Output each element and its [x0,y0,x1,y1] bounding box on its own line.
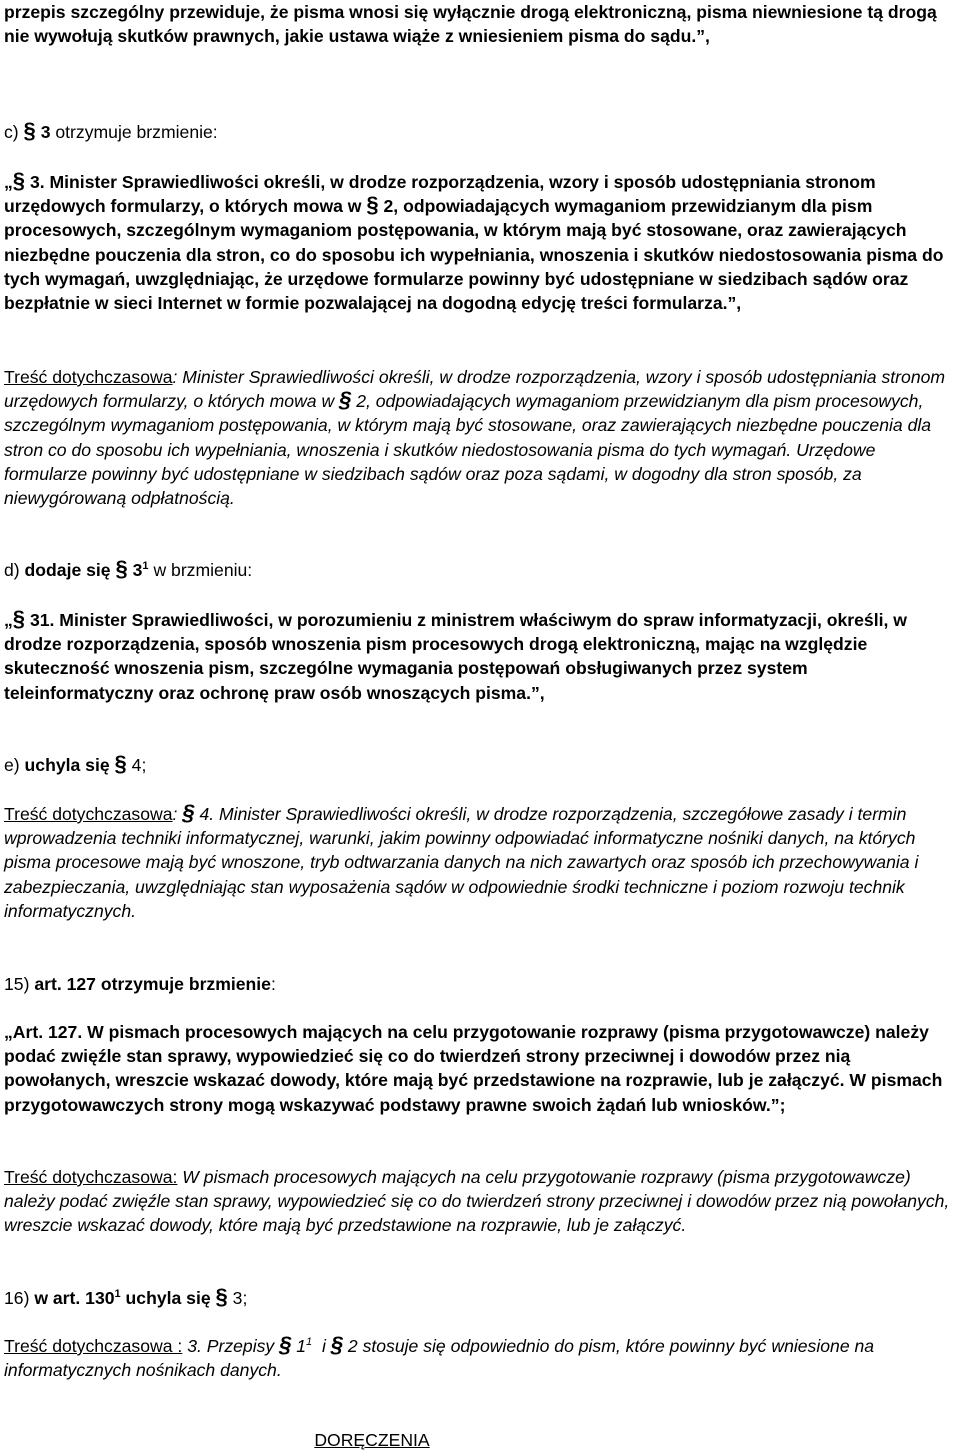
section-sign: § [12,168,26,193]
point-e-semicolon: ; [141,755,147,775]
previous-text-section-3-art-130-1 [4,1334,956,1382]
previous-text-colon: : [172,367,178,387]
previous-text-body-b: 2, odpowiadających wymaganiom przewidzianym dla pism procesowych, szczególnym wymaganiom postępowania, w którym mają być stosowane, oraz zawierających niezbędne pouczenia dla stron co do sposobu ich wypełniania, wnoszenia i skutków niedostosowania pisma do tych wymagań. Urzędowe formularze powinny być udostępniane w siedzibach sądów oraz poza sądami, w dogodny dla stron sposób, za niewygórowaną odpłatnością. [4,391,932,509]
section-sign: § [215,1284,228,1309]
previous-text-section-3 [4,365,958,510]
point-c [4,120,218,144]
previous-text-body: W pismach procesowych mających na celu przygotowanie rozprawy (pisma przygotowawcze) należy podać zwięźle stan sprawy, wypowiedzieć się co do twierdzeń strony przeciwnej i dowodów przez nią powołanych, wreszcie wskazać dowody, które mają być przedstawione na rozprawie, lub je załączyć. [4,1167,950,1236]
section-sign: § [366,192,379,218]
article-127-new: „Art. 127. W pismach procesowych mających na celu przygotowanie rozprawy (pisma przygotowawcze) należy podać zwięźle stan sprawy, wypowiedzieć się co do twierdzeń strony przeciwnej i dowodów przez nią powołanych, wreszcie wskazać dowody, które mają być przedstawione na rozprawie, lub je załączyć. W pismach przygotowawczych strony mogą wskazywać podstawy prawne swoich żądań lub wniosków.”; [4,1022,943,1115]
section-sign: § [114,751,127,776]
paragraph-continuation: przepis szczególny przewiduje, że pisma wnosi się wyłącznie drogą elektroniczną, pisma niewniesione tą drogą nie wywołują skutków prawnych, jakie ustawa wiąże z wniesieniem pisma do sądu.”, [4,2,937,47]
point-e-number: 4 [131,755,142,775]
opening-quote: „ [4,172,13,192]
new-section-3 [4,170,958,315]
section-sign: § [339,387,352,413]
point-15-colon: : [270,974,276,994]
point-16-number: 3 [232,1288,243,1308]
previous-text-label: Treść dotychczasowa [4,804,173,824]
section-sign: § [279,1332,292,1357]
point-16-prefix: 16) [4,1288,30,1308]
point-15-prefix: 15) [4,974,30,994]
section-sign: § [23,118,36,143]
point-16-semicolon: ; [242,1288,248,1308]
section-3-1-number: 31. [29,610,55,630]
previous-text-section-4 [4,802,956,923]
previous-text-body-a: Minister Sprawiedliwości określi, w drodze rozporządzenia, wzory i sposób udostępniania stronom urzędowych formularzy, o których mowa w [4,367,946,412]
section-sign: § [330,1332,344,1357]
previous-text-article-127 [4,1165,956,1238]
point-d-superscript: 1 [142,560,149,573]
point-e-prefix: e) [4,755,20,775]
new-section-3-1 [4,608,956,705]
point-d-text: w brzmieniu: [153,560,253,580]
previous-text-label: Treść dotychczasowa [4,367,173,387]
previous-text-number: 1 [296,1336,307,1356]
point-c-number: 3 [40,122,51,142]
section-3-1-text: Minister Sprawiedliwości, w porozumieniu z ministrem właściwym do spraw informatyzacji, określi, w drodze rozporządzenia, sposób wnoszenia pism procesowych drogą elektroniczną, mając na względzie skuteczność wnoszenia pism, szczególne wymagania postępowań obsługiwanych przez system teleinformatyczny oraz ochronę praw osób wnoszących pisma.”, [4,610,907,703]
point-16 [4,1286,247,1310]
point-16-action: uchyla się [125,1288,211,1308]
section-sign: § [12,606,26,631]
point-e-action: uchyla się [24,755,110,775]
section-3-text-a: Minister Sprawiedliwości określi, w drodze rozporządzenia, wzory i sposób udostępniania stronom urzędowych formularzy, o których mowa w [4,172,876,217]
point-c-prefix: c) [4,122,19,142]
point-d-prefix: d) [4,560,20,580]
previous-text-body-b: 2 stosuje się odpowiednio do pism, które powinny być wniesione na informatycznych nośnikach danych. [4,1336,875,1381]
section-3-number: 3. [29,172,45,192]
previous-text-label: Treść dotychczasowa: [4,1167,178,1187]
point-d-action: dodaje się [24,560,111,580]
section-sign: § [182,800,195,825]
point-16-superscript: 1 [114,1288,121,1301]
point-15 [4,972,276,996]
previous-text-body-a: 3. Przepisy [187,1336,275,1356]
section-3-text-b: 2, odpowiadających wymaganiom przewidzianym dla pism procesowych, szczególnym wymaganiom postępowania, w którym mają być stosowane, oraz zawierających niezbędne pouczenia dla stron, co do sposobu ich wypełniania, wnoszenia i skutków niedostosowania pisma do tych wymagań, uwzględniając, że urzędowe formularze powinny być udostępniane w siedzibach sądów oraz bezpłatnie w sieci Internet w formie pozwalającej na dogodną edycję treści formularza.”, [4,196,944,314]
previous-text-conjunction: i [321,1336,326,1356]
point-e [4,753,146,777]
point-c-text: otrzymuje brzmienie: [55,122,218,142]
point-15-text: art. 127 otrzymuje brzmienie [34,974,271,994]
point-16-article: w art. 130 [34,1288,115,1308]
previous-text-superscript: 1 [306,1336,313,1349]
next-section-heading: DORĘCZENIA [314,1430,430,1450]
previous-text-label: Treść dotychczasowa : [4,1336,183,1356]
previous-text-body: 4. Minister Sprawiedliwości określi, w drodze rozporządzenia, szczegółowe zasady i termin wprowadzenia techniki informatycznej, warunki, jakim powinny odpowiadać informatyczne nośniki danych, na których pisma procesowe mają być wnoszone, tryb odtwarzania danych na nich zawartych oraz sposób ich przechowywania i zabezpieczania, uwzględniając stan wyposażenia sądów w odpowiednie środki techniczne i poziom rozwoju technik informatycznych. [4,804,919,921]
section-sign: § [115,556,128,581]
previous-text-colon: : [172,804,178,824]
point-d [4,558,252,582]
opening-quote: „ [4,610,13,630]
point-d-number: 3 [132,560,143,580]
